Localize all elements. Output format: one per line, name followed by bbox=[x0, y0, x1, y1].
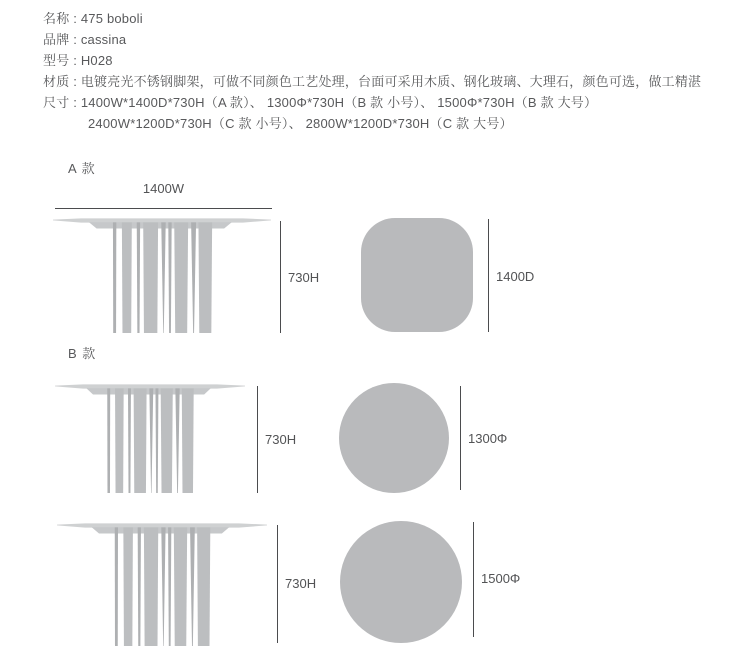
colon-separator: : bbox=[69, 11, 81, 26]
spec-brand-value: cassina bbox=[80, 32, 127, 47]
spec-line-model bbox=[43, 50, 743, 71]
spec-name-label: 名称 bbox=[43, 11, 70, 26]
spec-line-name bbox=[43, 8, 743, 29]
table-a-plan-top-shape bbox=[361, 218, 473, 332]
table-a-elevation-drawing bbox=[53, 218, 271, 334]
dim-line-a-depth bbox=[488, 219, 489, 332]
dim-label-width-1400w: 1400W bbox=[142, 181, 185, 196]
dim-label-depth-1400d: 1400D bbox=[496, 269, 535, 284]
dim-line-b-large-diameter bbox=[473, 522, 474, 637]
dim-line-a-width bbox=[55, 208, 272, 209]
colon-separator: : bbox=[69, 74, 81, 89]
colon-separator: : bbox=[69, 95, 81, 110]
spec-brand-label: 品牌 bbox=[43, 32, 70, 47]
spec-size-value: 1400W*1400D*730H（A 款）、 1300Φ*730H（B 款 小号）、 1500Φ*730H（B 款 大号） bbox=[80, 95, 598, 110]
spec-size-label: 尺寸 bbox=[43, 95, 70, 110]
dim-line-a-height bbox=[280, 221, 281, 333]
spec-line-size-2: 2400W*1200D*730H（C 款 小号）、 2800W*1200D*730H（C 款 大号） bbox=[88, 116, 513, 131]
colon-separator: : bbox=[69, 32, 81, 47]
spec-model-label: 型号 bbox=[43, 53, 70, 68]
product-spec-list bbox=[43, 8, 743, 134]
spec-line-material bbox=[43, 71, 743, 92]
spec-model-value: H028 bbox=[80, 53, 113, 68]
spec-material-label: 材质 bbox=[43, 74, 70, 89]
table-b-small-plan-top-shape bbox=[339, 383, 449, 493]
spec-material-value: 电镀亮光不锈钢脚架，可做不同颜色工艺处理，台面可采用木质、钢化玻璃、大理石，颜色可选，做工精湛 bbox=[80, 74, 702, 89]
section-a-label: A 款 bbox=[68, 161, 96, 176]
dim-line-b-small-height bbox=[257, 386, 258, 493]
dim-label-b-large-height-730h: 730H bbox=[285, 576, 317, 591]
dim-label-a-height-730h: 730H bbox=[288, 270, 320, 285]
colon-separator: : bbox=[69, 53, 81, 68]
table-b-large-plan-top-shape bbox=[340, 521, 462, 643]
spec-line-size bbox=[43, 92, 743, 113]
dim-label-diameter-1500: 1500Φ bbox=[481, 571, 521, 586]
table-b-large-elevation-drawing bbox=[57, 523, 267, 647]
dim-line-b-large-height bbox=[277, 525, 278, 643]
section-b-label: B 款 bbox=[68, 346, 97, 361]
dim-label-b-small-height-730h: 730H bbox=[265, 432, 297, 447]
dim-line-b-small-diameter bbox=[460, 386, 461, 490]
spec-name-value: 475 boboli bbox=[80, 11, 143, 26]
table-b-small-elevation-drawing bbox=[55, 384, 245, 494]
spec-line-brand bbox=[43, 29, 743, 50]
dim-label-diameter-1300: 1300Φ bbox=[468, 431, 508, 446]
